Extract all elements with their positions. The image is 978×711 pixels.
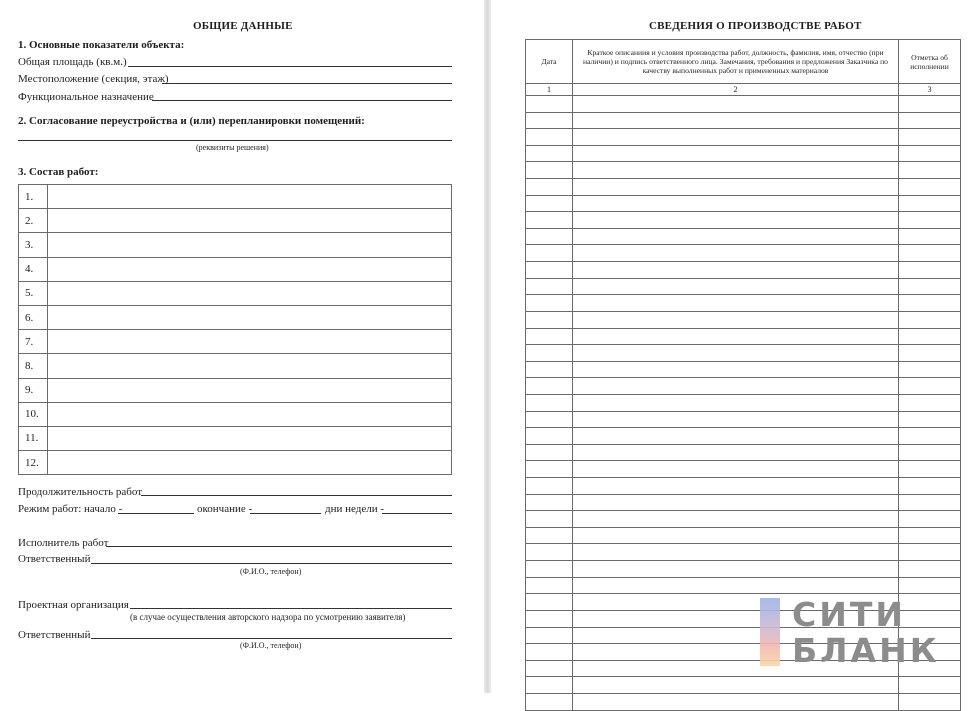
log-date-cell[interactable] [526, 511, 573, 528]
log-date-cell[interactable] [526, 660, 573, 677]
works-row [19, 426, 452, 450]
log-description-cell[interactable] [573, 378, 899, 395]
log-description-cell[interactable] [573, 112, 899, 129]
log-row [526, 96, 961, 113]
log-description-cell[interactable] [573, 145, 899, 162]
log-date-cell[interactable] [526, 577, 573, 594]
log-description-cell[interactable] [573, 544, 899, 561]
works-row-number: 12. [19, 451, 48, 475]
date-column-header: Дата [526, 40, 573, 84]
page-spine [484, 0, 491, 693]
log-mark-cell[interactable] [899, 361, 961, 378]
column-number: 1 [526, 84, 573, 96]
log-date-cell[interactable] [526, 594, 573, 611]
log-mark-cell[interactable] [899, 378, 961, 395]
log-date-cell[interactable] [526, 328, 573, 345]
log-description-cell[interactable] [573, 561, 899, 578]
location-field[interactable] [162, 83, 452, 84]
design-org-field[interactable] [130, 608, 452, 609]
log-date-cell[interactable] [526, 627, 573, 644]
works-row-field[interactable] [48, 378, 452, 402]
log-date-cell[interactable] [526, 195, 573, 212]
log-date-cell[interactable] [526, 677, 573, 694]
log-date-cell[interactable] [526, 428, 573, 445]
log-date-cell[interactable] [526, 378, 573, 395]
log-row [526, 112, 961, 129]
log-date-cell[interactable] [526, 145, 573, 162]
works-row-number: 8. [19, 354, 48, 378]
location-label: Местоположение (секция, этаж) [18, 73, 169, 85]
approval-caption: (реквизиты решения) [196, 143, 269, 152]
log-mark-cell[interactable] [899, 561, 961, 578]
log-description-cell[interactable] [573, 411, 899, 428]
production-log-title: СВЕДЕНИЯ О ПРОИЗВОДСТВЕ РАБОТ [649, 20, 862, 32]
log-row [526, 378, 961, 395]
log-date-cell[interactable] [526, 527, 573, 544]
column-number: 2 [573, 84, 899, 96]
design-org-label: Проектная организация [18, 599, 129, 611]
area-label: Общая площадь (кв.м.) [18, 56, 127, 68]
works-row-number: 3. [19, 233, 48, 257]
works-row [19, 185, 452, 209]
log-mark-cell[interactable] [899, 311, 961, 328]
executor-field[interactable] [106, 546, 452, 547]
log-description-cell[interactable] [573, 295, 899, 312]
logo-gradient-mark [760, 598, 780, 666]
log-row [526, 345, 961, 362]
log-row [526, 262, 961, 279]
log-description-cell[interactable] [573, 328, 899, 345]
works-row-field[interactable] [48, 402, 452, 426]
responsible2-label: Ответственный [18, 629, 91, 641]
section3-heading: 3. Состав работ: [18, 166, 99, 178]
works-row [19, 257, 452, 281]
purpose-field[interactable] [152, 100, 452, 101]
works-row-number: 10. [19, 402, 48, 426]
log-row [526, 411, 961, 428]
log-description-cell[interactable] [573, 478, 899, 495]
log-row [526, 129, 961, 146]
log-row [526, 245, 961, 262]
works-row [19, 378, 452, 402]
log-date-cell[interactable] [526, 228, 573, 245]
log-mark-cell[interactable] [899, 544, 961, 561]
log-date-cell[interactable] [526, 345, 573, 362]
log-mark-cell[interactable] [899, 129, 961, 146]
log-description-cell[interactable] [573, 577, 899, 594]
log-row [526, 328, 961, 345]
log-date-cell[interactable] [526, 311, 573, 328]
log-mark-cell[interactable] [899, 494, 961, 511]
log-date-cell[interactable] [526, 610, 573, 627]
log-description-cell[interactable] [573, 693, 899, 710]
log-description-cell[interactable] [573, 228, 899, 245]
design-org-caption: (в случае осуществления авторского надзора по усмотрению заявителя) [130, 612, 406, 622]
works-row-number: 11. [19, 426, 48, 450]
log-row [526, 478, 961, 495]
works-row-number: 1. [19, 185, 48, 209]
log-mark-cell[interactable] [899, 228, 961, 245]
log-mark-cell[interactable] [899, 195, 961, 212]
log-description-cell[interactable] [573, 96, 899, 113]
log-description-cell[interactable] [573, 245, 899, 262]
log-description-cell[interactable] [573, 311, 899, 328]
log-mark-cell[interactable] [899, 112, 961, 129]
log-mark-cell[interactable] [899, 511, 961, 528]
works-row-field[interactable] [48, 257, 452, 281]
column-number: 3 [899, 84, 961, 96]
log-row [526, 428, 961, 445]
works-row [19, 209, 452, 233]
log-date-cell[interactable] [526, 693, 573, 710]
log-row [526, 527, 961, 544]
works-row-field[interactable] [48, 451, 452, 475]
log-row [526, 162, 961, 179]
works-row-number: 2. [19, 209, 48, 233]
log-date-cell[interactable] [526, 179, 573, 196]
log-mark-cell[interactable] [899, 527, 961, 544]
schedule-start-field[interactable] [118, 513, 194, 514]
log-description-cell[interactable] [573, 494, 899, 511]
schedule-end-label: окончание - [197, 503, 253, 515]
log-mark-cell[interactable] [899, 577, 961, 594]
logo-line2: БЛАНК [792, 631, 940, 670]
log-date-cell[interactable] [526, 361, 573, 378]
log-description-cell[interactable] [573, 511, 899, 528]
works-row-field[interactable] [48, 426, 452, 450]
log-mark-cell[interactable] [899, 179, 961, 196]
works-row-field[interactable] [48, 305, 452, 329]
log-mark-cell[interactable] [899, 328, 961, 345]
log-mark-cell[interactable] [899, 96, 961, 113]
log-mark-cell[interactable] [899, 478, 961, 495]
log-date-cell[interactable] [526, 561, 573, 578]
log-description-cell[interactable] [573, 179, 899, 196]
works-row [19, 402, 452, 426]
log-row [526, 195, 961, 212]
log-row [526, 145, 961, 162]
log-mark-cell[interactable] [899, 295, 961, 312]
description-column-header: Краткое описаниия и условия производства работ, должность, фамилия, имя, отчество (при наличии) и подпись ответственного лица. Замечания, требования и предложения Заказчика по качеству выполненных работ и примененных материалов [573, 40, 899, 84]
executor-label: Исполнитель работ [18, 537, 109, 549]
log-date-cell[interactable] [526, 245, 573, 262]
log-description-cell[interactable] [573, 677, 899, 694]
log-description-cell[interactable] [573, 527, 899, 544]
schedule-end-field[interactable] [250, 513, 321, 514]
works-row-field[interactable] [48, 281, 452, 305]
works-row [19, 330, 452, 354]
log-row [526, 311, 961, 328]
log-row [526, 444, 961, 461]
log-date-cell[interactable] [526, 411, 573, 428]
duration-field[interactable] [141, 495, 452, 496]
works-row-field[interactable] [48, 330, 452, 354]
left-page [0, 0, 484, 693]
log-date-cell[interactable] [526, 278, 573, 295]
log-row [526, 544, 961, 561]
log-date-cell[interactable] [526, 112, 573, 129]
log-date-cell[interactable] [526, 494, 573, 511]
works-row-number: 4. [19, 257, 48, 281]
log-date-cell[interactable] [526, 295, 573, 312]
general-data-title: ОБЩИЕ ДАННЫЕ [193, 20, 293, 32]
approval-field[interactable] [18, 140, 452, 141]
duration-label: Продолжительность работ [18, 486, 143, 498]
log-date-cell[interactable] [526, 212, 573, 229]
log-row [526, 179, 961, 196]
works-row-number: 5. [19, 281, 48, 305]
works-row [19, 233, 452, 257]
schedule-start-label: Режим работ: начало - [18, 503, 123, 515]
log-description-cell[interactable] [573, 394, 899, 411]
log-mark-cell[interactable] [899, 444, 961, 461]
log-mark-cell[interactable] [899, 162, 961, 179]
section2-heading: 2. Согласование переустройства и (или) перепланировки помещений: [18, 115, 365, 127]
responsible2-field[interactable] [91, 638, 452, 639]
log-description-cell[interactable] [573, 444, 899, 461]
log-date-cell[interactable] [526, 444, 573, 461]
section1-heading: 1. Основные показатели объекта: [18, 39, 185, 51]
responsible2-caption: (Ф.И.О., телефон) [240, 641, 302, 650]
log-date-cell[interactable] [526, 461, 573, 478]
log-row [526, 394, 961, 411]
log-description-cell[interactable] [573, 428, 899, 445]
log-date-cell[interactable] [526, 644, 573, 661]
responsible1-caption: (Ф.И.О., телефон) [240, 567, 302, 576]
log-description-cell[interactable] [573, 129, 899, 146]
log-date-cell[interactable] [526, 394, 573, 411]
works-row [19, 281, 452, 305]
log-row [526, 677, 961, 694]
log-mark-cell[interactable] [899, 428, 961, 445]
log-mark-cell[interactable] [899, 411, 961, 428]
works-row-field[interactable] [48, 209, 452, 233]
works-row-number: 7. [19, 330, 48, 354]
works-row [19, 354, 452, 378]
log-description-cell[interactable] [573, 345, 899, 362]
log-description-cell[interactable] [573, 278, 899, 295]
log-mark-cell[interactable] [899, 677, 961, 694]
log-mark-cell[interactable] [899, 262, 961, 279]
log-mark-cell[interactable] [899, 693, 961, 710]
works-row-number: 9. [19, 378, 48, 402]
log-description-cell[interactable] [573, 461, 899, 478]
log-description-cell[interactable] [573, 162, 899, 179]
log-date-cell[interactable] [526, 262, 573, 279]
responsible1-field[interactable] [91, 563, 452, 564]
log-mark-cell[interactable] [899, 245, 961, 262]
citiblank-logo [760, 595, 960, 670]
purpose-label: Функциональное назначение [18, 91, 154, 103]
works-table [18, 184, 452, 475]
log-description-cell[interactable] [573, 195, 899, 212]
log-date-cell[interactable] [526, 129, 573, 146]
works-row-number: 6. [19, 305, 48, 329]
log-description-cell[interactable] [573, 212, 899, 229]
log-row [526, 577, 961, 594]
works-row [19, 451, 452, 475]
log-date-cell[interactable] [526, 544, 573, 561]
responsible1-label: Ответственный [18, 553, 91, 565]
log-mark-cell[interactable] [899, 394, 961, 411]
log-description-cell[interactable] [573, 262, 899, 279]
works-row-field[interactable] [48, 185, 452, 209]
log-row [526, 361, 961, 378]
works-row [19, 305, 452, 329]
log-row [526, 561, 961, 578]
logo-line1: СИТИ [792, 595, 906, 634]
log-row [526, 494, 961, 511]
log-row [526, 511, 961, 528]
log-date-cell[interactable] [526, 96, 573, 113]
log-row [526, 212, 961, 229]
log-row [526, 461, 961, 478]
log-row [526, 693, 961, 710]
log-mark-cell[interactable] [899, 345, 961, 362]
log-date-cell[interactable] [526, 162, 573, 179]
works-row-field[interactable] [48, 354, 452, 378]
area-field[interactable] [128, 66, 452, 67]
log-row [526, 228, 961, 245]
log-mark-cell[interactable] [899, 145, 961, 162]
log-description-cell[interactable] [573, 361, 899, 378]
works-row-field[interactable] [48, 233, 452, 257]
schedule-days-label: дни недели - [325, 503, 385, 515]
log-mark-cell[interactable] [899, 278, 961, 295]
log-row [526, 278, 961, 295]
log-mark-cell[interactable] [899, 212, 961, 229]
log-date-cell[interactable] [526, 478, 573, 495]
mark-column-header: Отметка об исполнении [899, 40, 961, 84]
schedule-days-field[interactable] [382, 513, 452, 514]
log-mark-cell[interactable] [899, 461, 961, 478]
log-row [526, 295, 961, 312]
